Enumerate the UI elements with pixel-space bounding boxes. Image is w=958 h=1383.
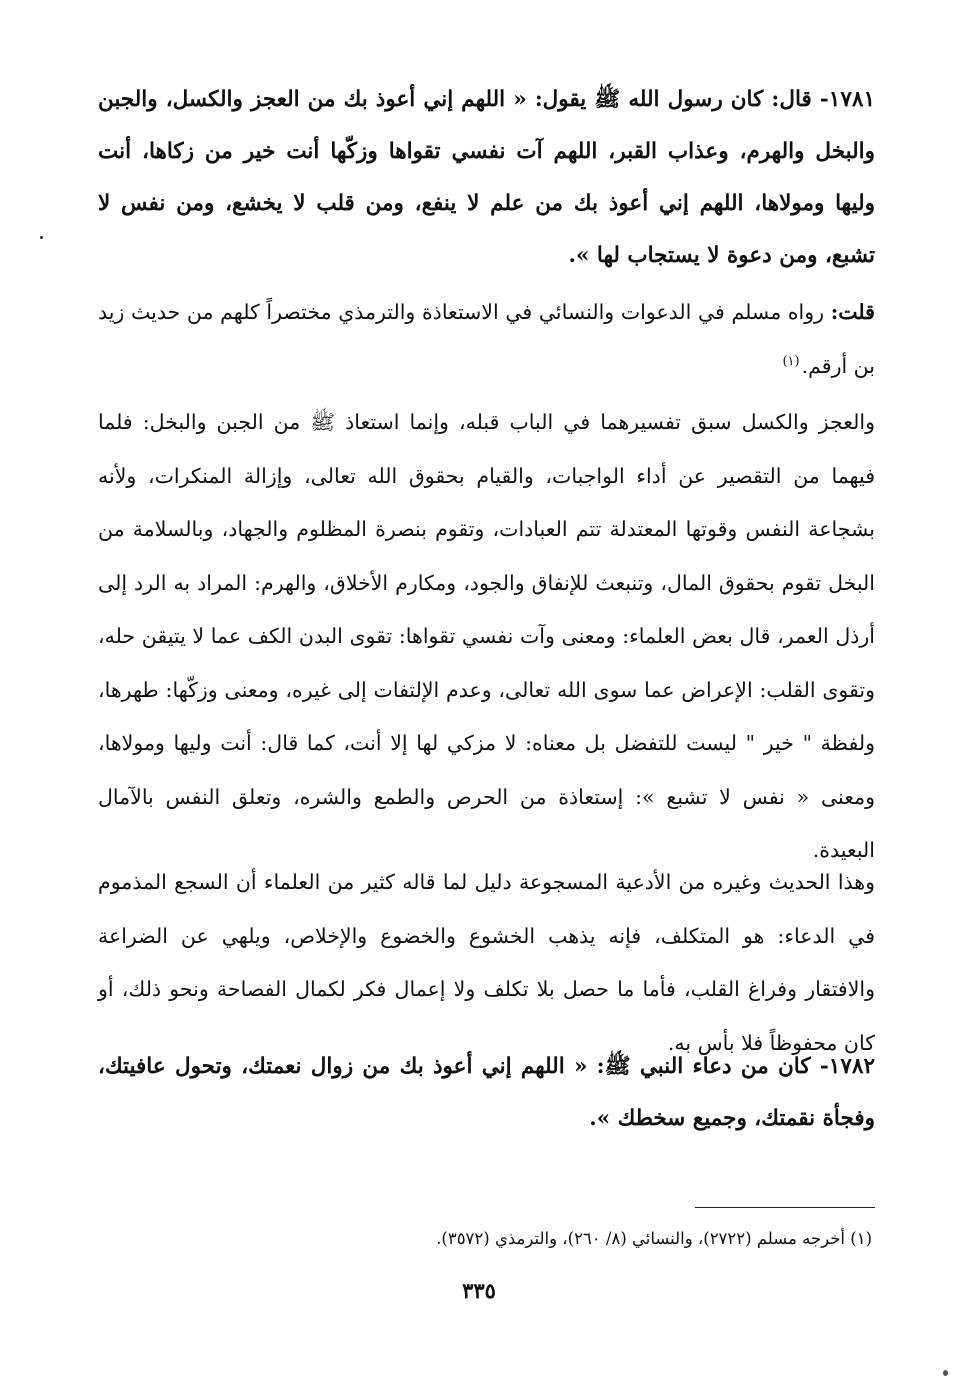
- commentary-paragraph-2: وهذا الحديث وغيره من الأدعية المسجوعة دليل لما قاله كثير من العلماء أن السجع المذموم في الدعاء: هو المتكلف، فإنه يذهب الخشوع والخضوع والإخلاص، ويلهي عن الضراعة والافتقار وفراغ القلب، فأما ما حصل بلا تكلف ولا إعمال فكر لكمال الفصاحة ونحو ذلك، أو كان محفوظاً فلا بأس به.: [98, 870, 875, 1055]
- qult-text: رواه مسلم في الدعوات والنسائي في الاستعاذة والترمذي مختصراً كلهم من حديث زيد بن أرقم.: [98, 300, 875, 378]
- qult-paragraph: [98, 286, 875, 393]
- scan-speck: [943, 1370, 948, 1376]
- footnote-reference[interactable]: (١): [782, 353, 800, 369]
- qult-label: قلت:: [830, 300, 875, 324]
- page-number: ٣٣٥: [462, 1278, 496, 1303]
- hadith-1781: ١٧٨١- قال: كان رسول الله ﷺ يقول: « اللهم إني أعوذ بك من العجز والكسل، والجبن والبخل والهرم، وعذاب القبر، اللهم آت نفسي تقواها وزكّها أنت خير من زكاها، أنت وليها ومولاها، اللهم إني أعوذ بك من علم لا ينفع، ومن قلب لا يخشع، ومن نفس لا تشبع، ومن دعوة لا يستجاب لها ».: [98, 87, 875, 268]
- commentary-paragraph-1: والعجز والكسل سبق تفسيرهما في الباب قبله، وإنما استعاذ ﷺ من الجبن والبخل: فلما فيهما من التقصير عن أداء الواجبات، والقيام بحقوق الله تعالى، وإزالة المنكرات، ولأنه بشجاعة النفس وقوتها المعتدلة تتم العبادات، وتقوم بنصرة المظلوم والجهاد، وبالسلامة من البخل تقوم بحقوق المال، وتنبعث للإنفاق والجود، ومكارم الأخلاق، والهرم: المراد به الرد إلى أرذل العمر، قال بعض العلماء: ومعنى وآت نفسي تقواها: تقوى البدن الكف عما لا يتيقن حله، وتقوى القلب: الإعراض عما سوى الله تعالى، وعدم الإلتفات إلى غيره، ومعنى وزكّها: طهرها، ولفظة " خير " ليست للتفضل بل معناه: لا مزكي لها إلا أنت، كما قال: أنت وليها ومولاها، ومعنى « نفس لا تشبع »: إستعاذة من الحرص والطمع والشره، وتعلق النفس بالآمال البعيدة.: [98, 410, 875, 862]
- scan-speck: [40, 236, 43, 239]
- hadith-1782: ١٧٨٢- كان من دعاء النبي ﷺ: « اللهم إني أعوذ بك من زوال نعمتك، وتحول عافيتك، وفجأة نقمتك، وجميع سخطك ».: [98, 1054, 875, 1131]
- footnote-separator: [695, 1207, 875, 1208]
- footnote-1: (١) أخرجه مسلم (٢٧٢٢)، والنسائي (٨/ ٢٦٠)، والترمذي (٣٥٧٢).: [436, 1229, 872, 1248]
